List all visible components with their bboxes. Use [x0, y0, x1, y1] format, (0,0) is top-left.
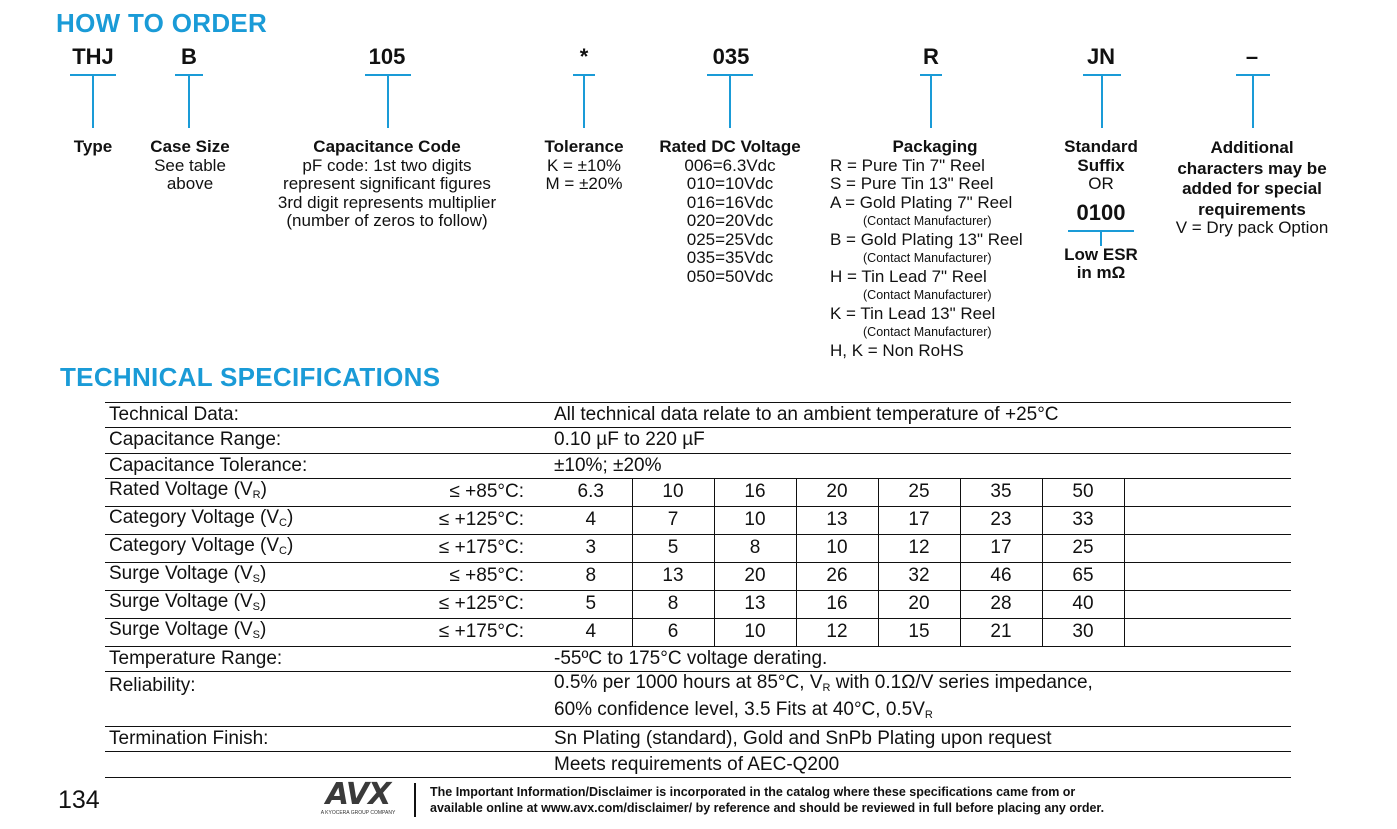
voltage-value: 10 — [714, 506, 796, 534]
voltage-value: 20 — [714, 562, 796, 590]
voltage-value: 65 — [1042, 562, 1124, 590]
case-size-block — [130, 138, 250, 194]
voltage-label-sub: R — [252, 488, 261, 501]
spec-value: Meets requirements of AEC-Q200 — [554, 753, 840, 775]
voltage-label: Category Voltage (V — [109, 534, 280, 556]
spec-label — [105, 478, 405, 506]
voltage-value: 17 — [960, 534, 1042, 562]
packaging-block — [830, 138, 1040, 360]
code-suffix: JN — [1086, 44, 1116, 69]
voltage-value: 28 — [960, 590, 1042, 618]
additional-line: characters may be — [1177, 158, 1327, 178]
voltage-value: 5 — [632, 534, 714, 562]
case-size-line: See table — [154, 155, 226, 175]
voltage-label-sub: S — [252, 600, 260, 613]
voltage-value: 25 — [1042, 534, 1124, 562]
spec-value: -55ºC to 175°C voltage derating. — [554, 648, 828, 670]
table-row — [105, 618, 1291, 646]
tolerance-line: M = ±20% — [545, 174, 623, 193]
voltage-value: 6.3 — [577, 481, 604, 503]
voltage-value: 12 — [796, 618, 878, 646]
voltage-value: 8 — [714, 534, 796, 562]
spec-label: Capacitance Range: — [109, 429, 282, 451]
table-row — [105, 646, 1291, 671]
spec-label — [105, 590, 405, 618]
voltage-label-close: ) — [260, 590, 267, 612]
voltage-value: 15 — [878, 618, 960, 646]
disclaimer-line: The Important Information/Disclaimer is incorporated in the catalog where these specifications came from or — [430, 785, 1076, 799]
voltage-label-close: ) — [260, 478, 267, 500]
suffix-title: Suffix — [1077, 155, 1125, 175]
voltage-label-close: ) — [287, 506, 294, 528]
code-cap: 105 — [368, 44, 406, 69]
case-size-line: above — [166, 174, 214, 193]
packaging-line: K = Tin Lead 13" Reel — [830, 303, 996, 323]
table-row — [105, 506, 1291, 534]
rated-voltage-line: 016=16Vdc — [686, 192, 774, 212]
voltage-value: 17 — [878, 506, 960, 534]
tech-spec-heading: TECHNICAL SPECIFICATIONS — [60, 362, 441, 392]
capacitance-code-line: represent significant figures — [283, 174, 491, 193]
tolerance-block — [529, 138, 639, 194]
code-tol: * — [579, 44, 589, 69]
voltage-value: 10 — [632, 478, 714, 506]
voltage-value: 46 — [960, 562, 1042, 590]
voltage-condition: ≤ +125°C: — [438, 593, 524, 615]
spec-label: Termination Finish: — [109, 728, 269, 750]
additional-line: added for special — [1182, 179, 1322, 198]
rated-voltage-block — [649, 138, 811, 286]
spec-label — [105, 506, 405, 534]
spec-value: Sn Plating (standard), Gold and SnPb Plating upon request — [554, 728, 1052, 750]
disclaimer-line: available online at www.avx.com/disclaimer/ by reference and should be reviewed in full before placing any order. — [430, 801, 1105, 815]
connector-volt — [729, 76, 731, 128]
voltage-value: 10 — [796, 534, 878, 562]
suffix-block — [1046, 138, 1156, 283]
reliability-text: 0.5% per 1000 hours at 85°C, V — [554, 672, 823, 694]
packaging-title: Packaging — [892, 137, 978, 156]
voltage-value: 12 — [878, 534, 960, 562]
voltage-label-sub: C — [279, 516, 287, 529]
table-row — [105, 478, 1291, 506]
spec-value — [550, 672, 1291, 700]
rated-voltage-line: 025=25Vdc — [686, 229, 774, 249]
rated-voltage-line: 006=6.3Vdc — [684, 155, 776, 175]
reliability-text: with 0.1Ω/V series impedance, — [830, 672, 1093, 694]
voltage-label: Surge Voltage (V — [109, 618, 253, 640]
capacitance-code-line: pF code: 1st two digits — [302, 155, 472, 175]
code-case: B — [181, 44, 197, 69]
spec-label: Temperature Range: — [109, 648, 283, 670]
packaging-note: (Contact Manufacturer) — [863, 214, 992, 228]
spec-label: Reliability: — [109, 674, 196, 696]
voltage-label-close: ) — [260, 562, 267, 584]
voltage-value: 13 — [796, 506, 878, 534]
code-add: – — [1245, 44, 1259, 69]
reliability-text: 60% confidence level, 3.5 Fits at 40°C, 0.5V — [554, 699, 925, 721]
voltage-condition: ≤ +175°C: — [438, 621, 524, 643]
voltage-value: 30 — [1042, 618, 1124, 646]
voltage-value: 40 — [1042, 590, 1124, 618]
type-block — [48, 138, 138, 157]
connector-tol — [583, 76, 585, 128]
capacitance-code-block — [262, 138, 512, 231]
additional-extra: V = Dry pack Option — [1175, 218, 1329, 237]
packaging-note: (Contact Manufacturer) — [863, 325, 992, 339]
voltage-value: 21 — [960, 618, 1042, 646]
rated-voltage-title: Rated DC Voltage — [659, 137, 801, 156]
voltage-value: 10 — [714, 618, 796, 646]
additional-block — [1160, 138, 1344, 236]
voltage-value: 6 — [632, 618, 714, 646]
low-esr-title: in mΩ — [1076, 263, 1126, 282]
rated-voltage-line: 010=10Vdc — [686, 174, 774, 193]
table-row — [105, 562, 1291, 590]
voltage-value: 5 — [585, 593, 597, 615]
page-number: 134 — [58, 786, 100, 814]
reliability-sub: R — [822, 682, 831, 695]
packaging-note: (Contact Manufacturer) — [863, 251, 992, 265]
spec-label — [105, 562, 405, 590]
table-row — [105, 453, 1291, 478]
voltage-condition: ≤ +125°C: — [438, 509, 524, 531]
voltage-value: 4 — [585, 509, 597, 531]
how-to-order-heading: HOW TO ORDER — [56, 8, 268, 38]
voltage-label-sub: S — [252, 572, 260, 585]
capacitance-code-line: 3rd digit represents multiplier — [277, 192, 497, 212]
packaging-line: B = Gold Plating 13" Reel — [830, 229, 1023, 249]
voltage-label-close: ) — [260, 618, 267, 640]
voltage-label-close: ) — [287, 534, 294, 556]
voltage-value: 33 — [1042, 506, 1124, 534]
tech-spec-table — [105, 402, 1291, 778]
voltage-condition: ≤ +85°C: — [449, 565, 524, 587]
code-pack: R — [923, 44, 939, 69]
packaging-line: H = Tin Lead 7" Reel — [830, 266, 987, 286]
code-type: THJ — [72, 44, 114, 69]
avx-logo-text: AVX — [325, 777, 391, 812]
voltage-label: Rated Voltage (V — [109, 478, 253, 500]
packaging-line: S = Pure Tin 13" Reel — [830, 174, 994, 193]
table-row — [105, 699, 1291, 727]
table-row — [105, 727, 1291, 752]
voltage-value: 20 — [796, 478, 878, 506]
avx-logo — [316, 777, 400, 816]
spec-label: Capacitance Tolerance: — [109, 454, 308, 476]
tolerance-line: K = ±10% — [546, 155, 622, 175]
table-row — [105, 534, 1291, 562]
voltage-value: 26 — [796, 562, 878, 590]
packaging-line: R = Pure Tin 7" Reel — [830, 155, 985, 175]
avx-logo-subtext: A KYOCERA GROUP COMPANY — [320, 810, 396, 816]
voltage-condition: ≤ +85°C: — [449, 481, 524, 503]
footer-divider — [414, 783, 416, 817]
suffix-or: OR — [1088, 174, 1114, 193]
voltage-value: 50 — [1042, 478, 1124, 506]
additional-line: Additional — [1210, 138, 1294, 157]
suffix-title: Standard — [1064, 137, 1138, 156]
tolerance-title: Tolerance — [544, 137, 624, 156]
spec-value: 0.10 µF to 220 µF — [554, 429, 705, 451]
code-volt: 035 — [712, 44, 750, 69]
packaging-line: A = Gold Plating 7" Reel — [830, 192, 1013, 212]
low-esr-title: Low ESR — [1064, 244, 1138, 264]
additional-line: requirements — [1198, 199, 1306, 219]
packaging-line: H, K = Non RoHS — [830, 340, 964, 360]
capacitance-code-line: (number of zeros to follow) — [286, 211, 488, 230]
voltage-value: 23 — [960, 506, 1042, 534]
voltage-label: Surge Voltage (V — [109, 562, 253, 584]
voltage-value: 13 — [714, 590, 796, 618]
table-row — [105, 752, 1291, 777]
voltage-value: 8 — [632, 590, 714, 618]
case-size-title: Case Size — [150, 137, 230, 156]
voltage-value: 16 — [714, 478, 796, 506]
voltage-label-sub: S — [252, 628, 260, 641]
connector-suffix — [1101, 76, 1103, 128]
voltage-value: 20 — [878, 590, 960, 618]
voltage-value: 35 — [960, 478, 1042, 506]
voltage-value: 13 — [632, 562, 714, 590]
voltage-value: 4 — [585, 621, 597, 643]
voltage-value: 7 — [632, 506, 714, 534]
voltage-value: 3 — [585, 537, 597, 559]
voltage-value: 16 — [796, 590, 878, 618]
spec-label: Technical Data: — [109, 404, 239, 426]
voltage-value: 32 — [878, 562, 960, 590]
packaging-note: (Contact Manufacturer) — [863, 288, 992, 302]
table-row — [105, 590, 1291, 618]
connector-case — [188, 76, 190, 128]
reliability-sub: R — [924, 709, 933, 722]
spec-label — [105, 534, 405, 562]
capacitance-code-title: Capacitance Code — [313, 137, 461, 156]
type-title: Type — [73, 137, 113, 156]
voltage-label-sub: C — [279, 544, 287, 557]
spec-value: ±10%; ±20% — [554, 454, 662, 476]
low-esr-code: 0100 — [1076, 199, 1126, 225]
voltage-label: Surge Voltage (V — [109, 590, 253, 612]
spec-value — [550, 699, 1291, 727]
spec-label — [105, 618, 405, 646]
voltage-condition: ≤ +175°C: — [438, 537, 524, 559]
table-row — [105, 403, 1291, 428]
rated-voltage-line: 050=50Vdc — [686, 266, 774, 286]
rated-voltage-line: 020=20Vdc — [686, 211, 774, 230]
table-row — [105, 428, 1291, 453]
low-esr-connector — [1100, 232, 1102, 246]
voltage-value: 25 — [878, 478, 960, 506]
voltage-label: Category Voltage (V — [109, 506, 280, 528]
connector-cap — [387, 76, 389, 128]
connector-pack — [930, 76, 932, 128]
connector-add — [1252, 76, 1254, 128]
voltage-value: 8 — [585, 565, 597, 587]
connector-type — [92, 76, 94, 128]
table-row — [105, 672, 1291, 700]
disclaimer — [430, 784, 1104, 816]
rated-voltage-line: 035=35Vdc — [686, 248, 774, 267]
spec-value: All technical data relate to an ambient temperature of +25°C — [554, 404, 1059, 426]
